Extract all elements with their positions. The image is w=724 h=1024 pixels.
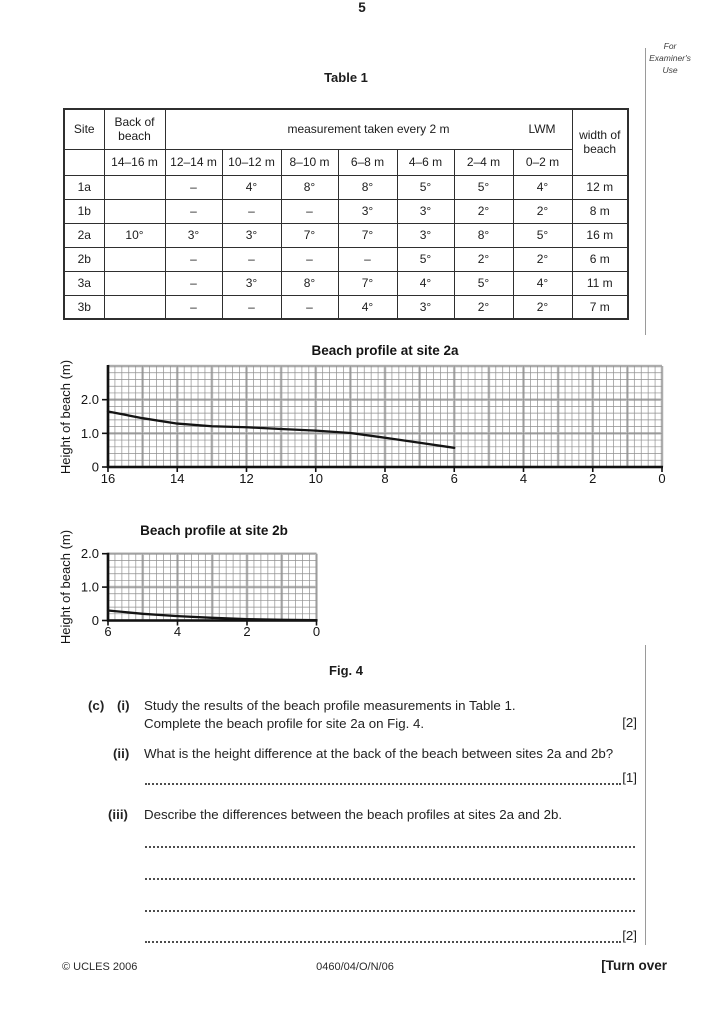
lwm-label: LWM — [528, 122, 556, 137]
table-row — [64, 247, 628, 271]
svg-text:12: 12 — [239, 471, 254, 486]
angle-cell: – — [165, 199, 222, 223]
for-examiners-use-note — [632, 40, 708, 76]
examiner-note-line: Examiner's — [649, 53, 691, 63]
width-cell: 8 m — [572, 199, 628, 223]
measurement-label: measurement taken every 2 m — [287, 122, 450, 137]
svg-text:2: 2 — [589, 471, 597, 486]
site-cell: 3a — [64, 271, 104, 295]
dotted-rule — [145, 830, 635, 848]
svg-text:2.0: 2.0 — [80, 392, 99, 408]
table-row — [64, 295, 628, 319]
question-c-i-line2: Complete the beach profile for site 2a on Fig. 4. — [144, 716, 425, 731]
angle-cell: 4° — [513, 175, 572, 199]
site-cell: 1b — [64, 199, 104, 223]
table-caption: Table 1 — [324, 70, 368, 85]
angle-cell: 4° — [222, 175, 281, 199]
y-axis-label: Height of beach (m) — [58, 529, 73, 645]
svg-text:2.0: 2.0 — [80, 546, 99, 562]
measurements-table — [63, 108, 629, 320]
svg-text:10: 10 — [308, 471, 323, 486]
turn-over-label: [Turn over — [601, 958, 667, 973]
question-c-ii-text: What is the height difference at the back of the beach between sites 2a and 2b? — [144, 746, 614, 761]
angle-cell: – — [338, 247, 397, 271]
svg-text:16: 16 — [100, 471, 116, 486]
angle-cell: 4° — [397, 271, 454, 295]
angle-cell: 3° — [165, 223, 222, 247]
svg-text:6: 6 — [104, 624, 112, 639]
col-header-width-of-beach: width of beach — [572, 109, 628, 175]
question-c-i-line1: Study the results of the beach profile measurements in Table 1. — [144, 698, 516, 713]
angle-cell: – — [165, 271, 222, 295]
table-row — [64, 271, 628, 295]
table-row — [64, 175, 628, 199]
svg-text:6: 6 — [450, 471, 458, 486]
angle-cell: 5° — [397, 175, 454, 199]
band-header: 6–8 m — [338, 149, 397, 175]
angle-cell — [104, 271, 165, 295]
col-header-measurement — [165, 109, 572, 149]
dotted-rule — [145, 862, 635, 880]
chart-title: Beach profile at site 2b — [140, 523, 288, 538]
dotted-rule — [145, 894, 635, 912]
col-header-back-of-beach: Back of beach — [104, 109, 165, 149]
svg-text:4: 4 — [519, 471, 528, 486]
angle-cell: 7° — [281, 223, 338, 247]
angle-cell: 5° — [454, 175, 513, 199]
angle-cell: 4° — [338, 295, 397, 319]
question-c-ii-marks: [1] — [622, 770, 637, 785]
angle-cell: – — [281, 247, 338, 271]
angle-cell: 3° — [222, 223, 281, 247]
band-header: 10–12 m — [222, 149, 281, 175]
angle-cell: 10° — [104, 223, 165, 247]
col-header-site: Site — [64, 109, 104, 149]
angle-cell: – — [165, 175, 222, 199]
paper-code: 0460/04/O/N/06 — [316, 961, 394, 973]
question-c-iii-marks: [2] — [622, 928, 637, 943]
band-header: 4–6 m — [397, 149, 454, 175]
examiner-column-rule-bottom — [645, 645, 646, 945]
question-c-i-label: (i) — [117, 698, 130, 713]
question-c-label: (c) — [88, 698, 105, 713]
answer-line-iii-4 — [145, 925, 637, 943]
svg-text:1.0: 1.0 — [80, 425, 99, 441]
angle-cell: 5° — [513, 223, 572, 247]
angle-cell: 2° — [513, 247, 572, 271]
angle-cell: – — [222, 247, 281, 271]
angle-cell — [104, 247, 165, 271]
width-cell: 7 m — [572, 295, 628, 319]
angle-cell: – — [281, 295, 338, 319]
table-row — [64, 223, 628, 247]
question-c-ii-label: (ii) — [113, 746, 130, 761]
examiner-note-line: Use — [662, 65, 678, 75]
angle-cell — [104, 199, 165, 223]
svg-text:0: 0 — [658, 471, 666, 486]
width-cell: 11 m — [572, 271, 628, 295]
angle-cell: – — [165, 247, 222, 271]
dotted-rule — [145, 925, 621, 943]
angle-cell: 5° — [454, 271, 513, 295]
site-cell: 2b — [64, 247, 104, 271]
angle-cell: 3° — [397, 223, 454, 247]
answer-line-iii-3 — [145, 894, 635, 912]
chart-title: Beach profile at site 2a — [311, 343, 459, 358]
svg-text:0: 0 — [91, 459, 99, 475]
width-cell: 16 m — [572, 223, 628, 247]
angle-cell — [104, 175, 165, 199]
question-c-iii-text: Describe the differences between the beach profiles at sites 2a and 2b. — [144, 807, 563, 822]
band-header: 12–14 m — [165, 149, 222, 175]
angle-cell: 2° — [454, 199, 513, 223]
site-cell: 3b — [64, 295, 104, 319]
question-c-iii-label: (iii) — [108, 807, 128, 822]
question-c-i-text — [144, 697, 644, 733]
beach-profile-chart-2a — [38, 334, 686, 492]
empty-cell — [64, 149, 104, 175]
angle-cell: 8° — [454, 223, 513, 247]
angle-cell: 2° — [513, 199, 572, 223]
question-c-i-marks: [2] — [622, 715, 637, 730]
svg-text:4: 4 — [173, 624, 182, 639]
band-header: 0–2 m — [513, 149, 572, 175]
examiner-note-line: For — [663, 41, 677, 51]
band-header: 2–4 m — [454, 149, 513, 175]
width-cell: 12 m — [572, 175, 628, 199]
angle-cell: 4° — [513, 271, 572, 295]
site-cell: 1a — [64, 175, 104, 199]
dotted-rule — [145, 767, 621, 785]
page-number: 5 — [358, 0, 366, 15]
width-cell: 6 m — [572, 247, 628, 271]
angle-cell: 8° — [281, 175, 338, 199]
y-axis-label: Height of beach (m) — [58, 359, 73, 475]
angle-cell: 2° — [454, 247, 513, 271]
table-row — [64, 199, 628, 223]
svg-text:0: 0 — [91, 613, 99, 628]
angle-cell: 8° — [338, 175, 397, 199]
angle-cell: 3° — [338, 199, 397, 223]
answer-line-iii-1 — [145, 830, 635, 848]
angle-cell: 8° — [281, 271, 338, 295]
svg-text:0: 0 — [312, 624, 321, 639]
angle-cell: – — [222, 199, 281, 223]
site-cell: 2a — [64, 223, 104, 247]
answer-line-ii — [145, 767, 637, 785]
angle-cell: 7° — [338, 223, 397, 247]
angle-cell: 5° — [397, 247, 454, 271]
angle-cell: – — [165, 295, 222, 319]
angle-cell: – — [281, 199, 338, 223]
angle-cell: 3° — [397, 295, 454, 319]
svg-text:8: 8 — [381, 471, 389, 486]
figure-caption: Fig. 4 — [329, 663, 363, 678]
angle-cell: – — [222, 295, 281, 319]
examiner-column-rule-top — [645, 48, 646, 335]
angle-cell — [104, 295, 165, 319]
answer-line-iii-2 — [145, 862, 635, 880]
svg-text:14: 14 — [170, 471, 185, 486]
band-header: 14–16 m — [104, 149, 165, 175]
svg-text:2: 2 — [243, 624, 251, 639]
svg-text:1.0: 1.0 — [80, 579, 99, 595]
angle-cell: 2° — [454, 295, 513, 319]
beach-profile-chart-2b — [38, 518, 378, 648]
angle-cell: 7° — [338, 271, 397, 295]
copyright-notice: © UCLES 2006 — [62, 961, 138, 973]
angle-cell: 3° — [222, 271, 281, 295]
angle-cell: 2° — [513, 295, 572, 319]
angle-cell: 3° — [397, 199, 454, 223]
band-header: 8–10 m — [281, 149, 338, 175]
